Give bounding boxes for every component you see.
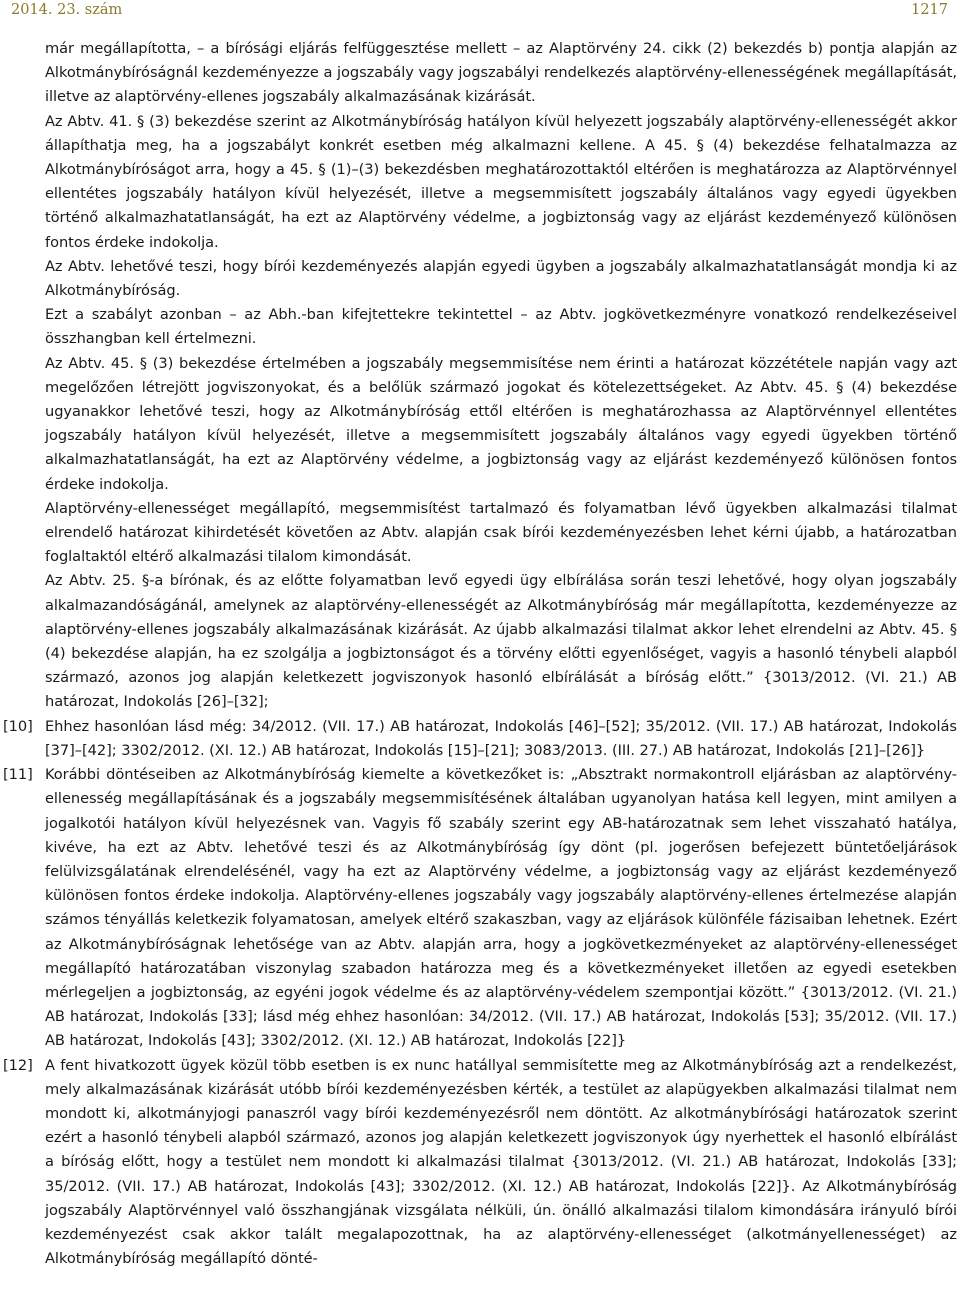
paragraph	[45, 497, 957, 570]
paragraph	[45, 303, 957, 351]
paragraph-text: már megállapította, – a bírósági eljárás felfüggesztése mellett – az Alaptörvény 24. cikk (2) bekezdés b) pontja alapján az Alkotmánybíróságnál kezdeményezze a jogszabály vagy jogszabályi rendelkezés alaptörvény-ellenességének megállapítását, illetve az alaptörvény-ellenes jogszabály alkalmazásának kizárását.	[45, 40, 957, 106]
paragraph	[45, 37, 957, 110]
numbered-paragraph	[3, 1054, 957, 1272]
paragraph-text: Ezt a szabályt azonban – az Abh.-ban kifejtettekre tekintettel – az Abtv. jogkövetkezményre vonatkozó rendelkezéseivel összhangban kell értelmezni.	[45, 306, 957, 348]
paragraph-text: Alaptörvény-ellenességet megállapító, megsemmisítést tartalmazó és folyamatban lévő ügyekben alkalmazási tilalmat elrendelő határozat kihirdetését követően az Abtv. alapján csak bírói kezdeményezésben lehet kérni újabb, a határozatban foglaltaktól eltérő alkalmazási tilalom kimondását.	[45, 499, 957, 566]
paragraph-text: Az Abtv. 25. §-a bírónak, és az előtte folyamatban levő egyedi ügy elbírálása során teszi lehetővé, hogy olyan jogszabály alkalmazandóságánál, amelynek az alaptörvény-ellenességét az Alkotmánybíróság már megállapította, kezdeményezze az alaptörvény-ellenes jogszabály alkalmazásának kizárását. Az újabb alkalmazási tilalmat akkor lehet elrendelni az Abtv. 45. § (4) bekezdése alapján, ha ez szolgálja a jogbiztonságot és a törvény előtti egyenlőséget, vagyis a hasonló ténybeli alapból származó, azonos jog alapján keletkezett jogviszonyok hasonló elbírálását a bíróság előtt.” {3013/2012. (VI. 21.) AB határozat, Indokolás [26]–[32];	[45, 572, 957, 711]
paragraph-text: Az Abtv. 45. § (3) bekezdése értelmében a jogszabály megsemmisítése nem érinti a határozat közzététele napján vagy azt megelőzően létrejött jogviszonyokat, és a belőlük származó jogokat és kötelezettségeket. Az Abtv. 45. § (4) bekezdése ugyanakkor lehetővé teszi, hogy az Alkotmánybíróság ettől eltérően is meghatározhassa az Alaptörvénnyel ellentétes jogszabály hatályon kívül helyezését, illetve a megsemmisített jogszabály általános vagy egyedi ügyekben történő alkalmazhatatlanságát, ha ezt az Alaptörvény védelme, a jogbiztonság vagy az eljárást kezdeményező különösen fontos érdeke indokolja.	[45, 354, 957, 493]
paragraph	[45, 352, 957, 497]
numbered-paragraph	[3, 715, 957, 763]
paragraph-number: [11]	[3, 766, 33, 784]
issue-label: 2014. 23. szám	[11, 2, 123, 18]
paragraph-text: Az Abtv. 41. § (3) bekezdése szerint az Alkotmánybíróság hatályon kívül helyezett jogszabály alaptörvény-ellenességét akkor állapíthatja meg, ha a jogszabályt konkrét esetben még alkalmazni kellene. A 45. § (4) bekezdése felhatalmazza az Alkotmánybíróságot arra, hogy a 45. § (1)–(3) bekezdésben meghatározottaktól eltérően is meghatározza az Alaptörvénnyel ellentétes jogszabály hatályon kívül helyezését, illetve a megsemmisített jogszabály általános vagy egyedi ügyekben történő alkalmazhatatlanságát, ha ezt az Alaptörvény védelme, a jogbiztonság vagy az eljárást kezdeményező különösen fontos érdeke indokolja.	[45, 112, 957, 251]
page-number: 1217	[911, 2, 948, 18]
paragraph-text: Az Abtv. lehetővé teszi, hogy bírói kezdeményezés alapján egyedi ügyben a jogszabály alkalmazhatatlanságát mondja ki az Alkotmánybíróság.	[45, 257, 957, 300]
numbered-paragraph	[3, 763, 957, 1053]
paragraph-text: A fent hivatkozott ügyek közül több esetben is ex nunc hatállyal semmisítette meg az Alkotmánybíróság azt a rendelkezést, mely alkalmazásának kizárását utóbb bírói kezdeményezésben kérték, a testület az alapügyekben alkalmazási tilalmat nem mondott ki, alkotmányjogi panaszról vagy bírói kezdeményezésről nem döntött. Az alkotmánybírósági határozatok szerint ezért a hasonló ténybeli alapból származó, azonos jog alapján keletkezett jogviszonyok úgy nyerhettek el hasonló elbírálást a bíróság előtt, hogy a testület nem mondott ki alkalmazási tilalmat {3013/2012. (VI. 21.) AB határozat, Indokolás [33]; 35/2012. (VII. 17.) AB határozat, Indokolás [43]; 3302/2012. (XI. 12.) AB határozat, Indokolás [22]}. Az Alkotmánybíróság jogszabály Alaptörvénnyel való összhangjának vizsgálata nélküli, ún. önálló alkalmazási tilalom kimondására irányuló bírói kezdeményezést csak akkor talált megalapozottnak, ha az alaptörvény-ellenességet (alkotmányellenességet) az Alkotmánybíróság megállapító dönté-	[45, 1056, 957, 1268]
paragraph-text: Korábbi döntéseiben az Alkotmánybíróság kiemelte a következőket is: „Absztrakt normakontroll eljárásban az alaptörvény-ellenesség megállapításának és a jogszabály megsemmisítésének általában ugyanolyan hatása kell legyen, mint amilyen a jogalkotói hatályon kívül helyezésnek van. Vagyis fő szabály szerint egy AB-határozatnak sem lehet visszaható hatálya, kivéve, ha ezt az Abtv. lehetővé teszi és az Alkotmánybíróság így dönt (pl. jogerősen befejezett büntetőeljárások felülvizsgálatának elrendelésénél, vagy ha ezt az Alaptörvény védelme, a jogbiztonság vagy az eljárást kezdeményező különösen fontos érdeke indokolja. Alaptörvény-ellenes jogszabály vagy jogszabály alaptörvény-ellenes értelmezése alapján számos tényállás keletkezik folyamatosan, amelyek eltérő szakaszban, vagy az eljárások különféle fázisaiban lehetnek. Ezért az Alkotmánybíróságnak lehetősége van az Abtv. alapján arra, hogy a jogkövetkezményeket az alaptörvény-ellenességet megállapító határozatában viszonylag szabadon határozza meg és a következményeket illetően az egyedi esetekben mérlegeljen a jogbiztonság, az egyéni jogok védelme és az alaptörvény-védelem szempontjai között.” {3013/2012. (VI. 21.) AB határozat, Indokolás [33]; lásd még ehhez hasonlóan: 34/2012. (VII. 17.) AB határozat, Indokolás [53]; 35/2012. (VII. 17.) AB határozat, Indokolás [43]; 3302/2012. (XI. 12.) AB határozat, Indokolás [22]}	[45, 766, 957, 1050]
paragraph	[45, 255, 957, 303]
paragraph-text: Ehhez hasonlóan lásd még: 34/2012. (VII. 17.) AB határozat, Indokolás [46]–[52]; 35/2012. (VII. 17.) AB határozat, Indokolás [37]–[42]; 3302/2012. (XI. 12.) AB határozat, Indokolás [15]–[21]; 3083/2013. (III. 27.) AB határozat, Indokolás [21]–[26]}	[45, 717, 957, 759]
document-body	[3, 37, 957, 1271]
paragraph-number: [12]	[3, 1056, 33, 1074]
paragraph	[45, 110, 957, 255]
paragraph	[45, 569, 957, 714]
paragraph-number: [10]	[3, 717, 33, 735]
page-header	[0, 0, 960, 26]
